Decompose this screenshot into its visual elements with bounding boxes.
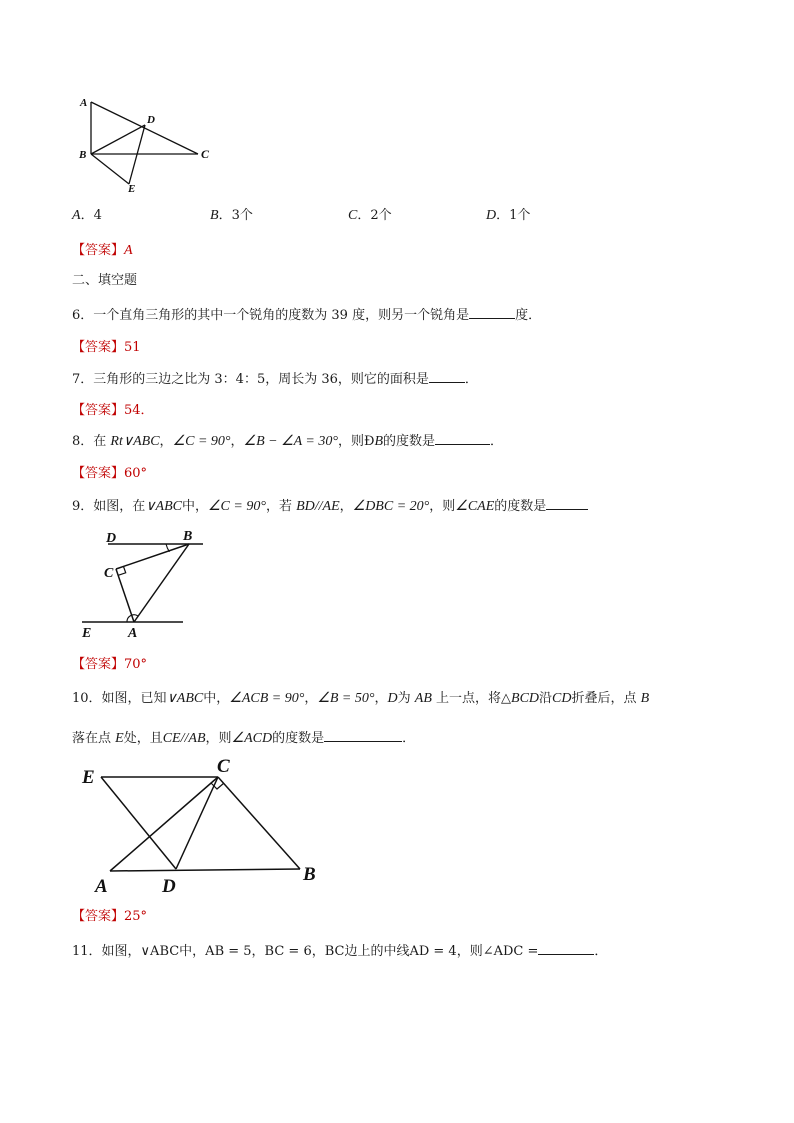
segment-be	[91, 154, 129, 184]
label-c: C	[104, 566, 114, 581]
q5-answer: 【答案】A	[72, 243, 133, 258]
blank	[435, 430, 490, 445]
label-d: D	[147, 114, 155, 126]
blank	[324, 727, 402, 742]
label-a: A	[95, 876, 108, 897]
label-e: E	[82, 626, 92, 641]
question-6: 6．一个直角三角形的其中一个锐角的度数为 39 度，则另一个锐角是 度．	[72, 304, 541, 325]
question-7: 7．三角形的三边之比为 3：4：5，周长为 36，则它的面积是 ．	[72, 368, 478, 389]
label-a: A	[80, 97, 88, 109]
label-d: D	[162, 876, 176, 897]
q9-answer: 【答案】70°	[72, 657, 148, 672]
question-10-line-1: 10．如图，已知∨ABC中，∠ACB = 90°，∠B = 50°，D为 AB 上一点，将△BCD沿CD折叠后，点 B	[72, 691, 650, 706]
label-b: B	[79, 149, 87, 161]
q6-answer: 【答案】51	[72, 340, 141, 355]
segment-cd	[176, 777, 218, 869]
label-b: B	[183, 529, 193, 544]
segment-ca	[116, 569, 134, 622]
segment-bc	[116, 544, 189, 569]
q8-answer: 【答案】60°	[72, 466, 148, 481]
figure-q10	[78, 755, 328, 900]
label-a: A	[128, 626, 138, 641]
figure-q9	[76, 523, 191, 640]
section-title: 二、填空题	[72, 273, 138, 288]
blank	[469, 304, 515, 319]
q5-option-b: B．3个	[210, 208, 253, 223]
figure-q5	[70, 92, 220, 197]
blank	[546, 495, 588, 510]
segment-bd	[91, 125, 145, 154]
label-c: C	[217, 756, 230, 777]
question-10-line-2: 落在点 E处，且CE//AB，则∠ACD的度数是 ．	[72, 727, 415, 748]
q7-answer: 【答案】54．	[72, 403, 154, 418]
q5-option-a: A．4	[72, 208, 102, 223]
segment-ba	[134, 544, 189, 622]
label-e: E	[128, 183, 136, 195]
label-e: E	[82, 767, 95, 788]
label-b: B	[303, 864, 316, 885]
label-c: C	[201, 147, 210, 161]
segment-ab	[110, 869, 300, 871]
question-8: 8．在 Rt∨ABC，∠C = 90°，∠B − ∠A = 30°，则ÐB的度数是 ．	[72, 430, 503, 451]
question-9: 9．如图，在∨ABC中，∠C = 90°，若 BD//AE，∠DBC = 20°，则∠CAE的度数是	[72, 495, 588, 516]
label-d: D	[106, 531, 117, 546]
segment-ca	[110, 777, 218, 871]
q5-option-c: C．2个	[348, 208, 392, 223]
q5-option-d: D．1个	[486, 208, 531, 223]
question-11: 11．如图，∨ABC中，AB = 5，BC = 6，BC边上的中线AD = 4，则∠ADC = ．	[72, 940, 607, 961]
segment-cb	[218, 777, 300, 869]
blank	[538, 940, 594, 955]
q10-answer: 【答案】25°	[72, 909, 148, 924]
blank	[429, 368, 465, 383]
